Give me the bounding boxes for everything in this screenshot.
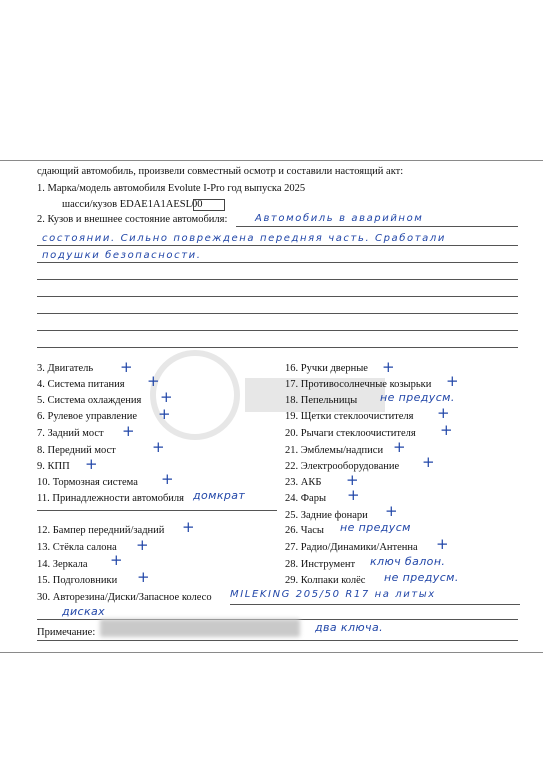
intro-text: сдающий автомобиль, произвели совместный осмотр и составили настоящий акт: xyxy=(37,166,404,177)
item-14-mark: + xyxy=(110,551,123,569)
rule xyxy=(37,640,518,641)
item-19-mark: + xyxy=(437,404,450,422)
item-21-label: 21. Эмблемы/надписи xyxy=(285,445,384,456)
item-26-label: 26. Часы xyxy=(285,525,324,536)
item-15-label: 15. Подголовники xyxy=(37,575,118,586)
rule xyxy=(37,296,518,297)
item-10-label: 10. Тормозная система xyxy=(37,477,138,488)
item-25-mark: + xyxy=(385,502,398,520)
line-1-model: 1. Марка/модель автомобиля Evolute I-Pro год выпуска 2025 xyxy=(37,183,306,194)
item-29-label: 29. Колпаки колёс xyxy=(285,575,366,586)
item-6-mark: + xyxy=(158,405,171,423)
item-28-label: 28. Инструмент xyxy=(285,559,356,570)
chassis-box xyxy=(193,199,225,211)
rule xyxy=(230,604,520,605)
item-28-mark: ключ балон. xyxy=(370,555,446,568)
body-condition-hw-1: Автомобиль в аварийном xyxy=(255,213,424,224)
line-2-body: 2. Кузов и внешнее состояние автомобиля: xyxy=(37,214,228,225)
item-23-mark: + xyxy=(346,471,359,489)
item-22-label: 22. Электрооборудование xyxy=(285,461,400,472)
item-27-label: 27. Радио/Динамики/Антенна xyxy=(285,542,418,553)
item-22-mark: + xyxy=(422,453,435,471)
item-4-mark: + xyxy=(147,372,160,390)
item-3-label: 3. Двигатель xyxy=(37,363,94,374)
line-30-tires: 30. Авторезина/Диски/Запасное колесо xyxy=(37,592,212,603)
rule xyxy=(37,245,518,246)
item-19-label: 19. Щетки стеклоочистителя xyxy=(285,411,414,422)
item-8-mark: + xyxy=(152,438,165,456)
tires-hw-1: MILEKING 205/50 R17 на литых xyxy=(230,589,436,600)
tires-hw-2: дисках xyxy=(62,605,106,618)
rule xyxy=(236,226,518,227)
item-12-mark: + xyxy=(182,518,195,536)
item-15-mark: + xyxy=(137,568,150,586)
item-11-mark: домкрат xyxy=(193,489,246,502)
item-14-label: 14. Зеркала xyxy=(37,559,88,570)
item-27-mark: + xyxy=(436,535,449,553)
rule xyxy=(37,313,518,314)
chassis-number: шасси/кузов EDAE1A1AESL00 xyxy=(62,199,203,210)
note-hw: два ключа. xyxy=(315,621,383,634)
body-condition-hw-3: подушки безопасности. xyxy=(42,250,202,261)
item-5-mark: + xyxy=(160,388,173,406)
item-13-label: 13. Стёкла салона xyxy=(37,542,117,553)
item-12-label: 12. Бампер передний/задний xyxy=(37,525,165,536)
item-20-label: 20. Рычаги стеклоочистителя xyxy=(285,428,416,439)
item-9-label: 9. КПП xyxy=(37,461,70,472)
item-9-mark: + xyxy=(85,455,98,473)
rule xyxy=(37,347,518,348)
page-bottom-edge xyxy=(0,652,543,653)
item-20-mark: + xyxy=(440,421,453,439)
item-18-mark: не предусм. xyxy=(380,391,455,404)
item-3-mark: + xyxy=(120,358,133,376)
item-6-label: 6. Рулевое управление xyxy=(37,411,137,422)
item-18-label: 18. Пепельницы xyxy=(285,395,358,406)
item-23-label: 23. АКБ xyxy=(285,477,322,488)
page-top-edge xyxy=(0,160,543,161)
body-condition-hw-2: состоянии. Сильно повреждена передняя часть. Сработали xyxy=(42,233,446,244)
item-7-label: 7. Задний мост xyxy=(37,428,104,439)
item-11-label: 11. Принадлежности автомобиля xyxy=(37,493,184,504)
item-26-mark: не предусм xyxy=(340,521,411,534)
rule xyxy=(37,510,277,511)
item-5-label: 5. Система охлаждения xyxy=(37,395,142,406)
item-13-mark: + xyxy=(136,536,149,554)
item-8-label: 8. Передний мост xyxy=(37,445,116,456)
rule xyxy=(37,330,518,331)
item-29-mark: не предусм. xyxy=(384,571,459,584)
note-label: Примечание: xyxy=(37,627,96,638)
item-10-mark: + xyxy=(161,470,174,488)
item-16-label: 16. Ручки дверные xyxy=(285,363,368,374)
item-17-mark: + xyxy=(446,372,459,390)
item-17-label: 17. Противосолнечные козырьки xyxy=(285,379,432,390)
rule xyxy=(37,262,518,263)
item-24-label: 24. Фары xyxy=(285,493,327,504)
item-25-label: 25. Задние фонари xyxy=(285,510,368,521)
item-7-mark: + xyxy=(122,422,135,440)
redacted-area xyxy=(100,619,300,637)
rule xyxy=(37,279,518,280)
item-4-label: 4. Система питания xyxy=(37,379,125,390)
item-16-mark: + xyxy=(382,358,395,376)
item-21-mark: + xyxy=(393,438,406,456)
item-24-mark: + xyxy=(347,486,360,504)
